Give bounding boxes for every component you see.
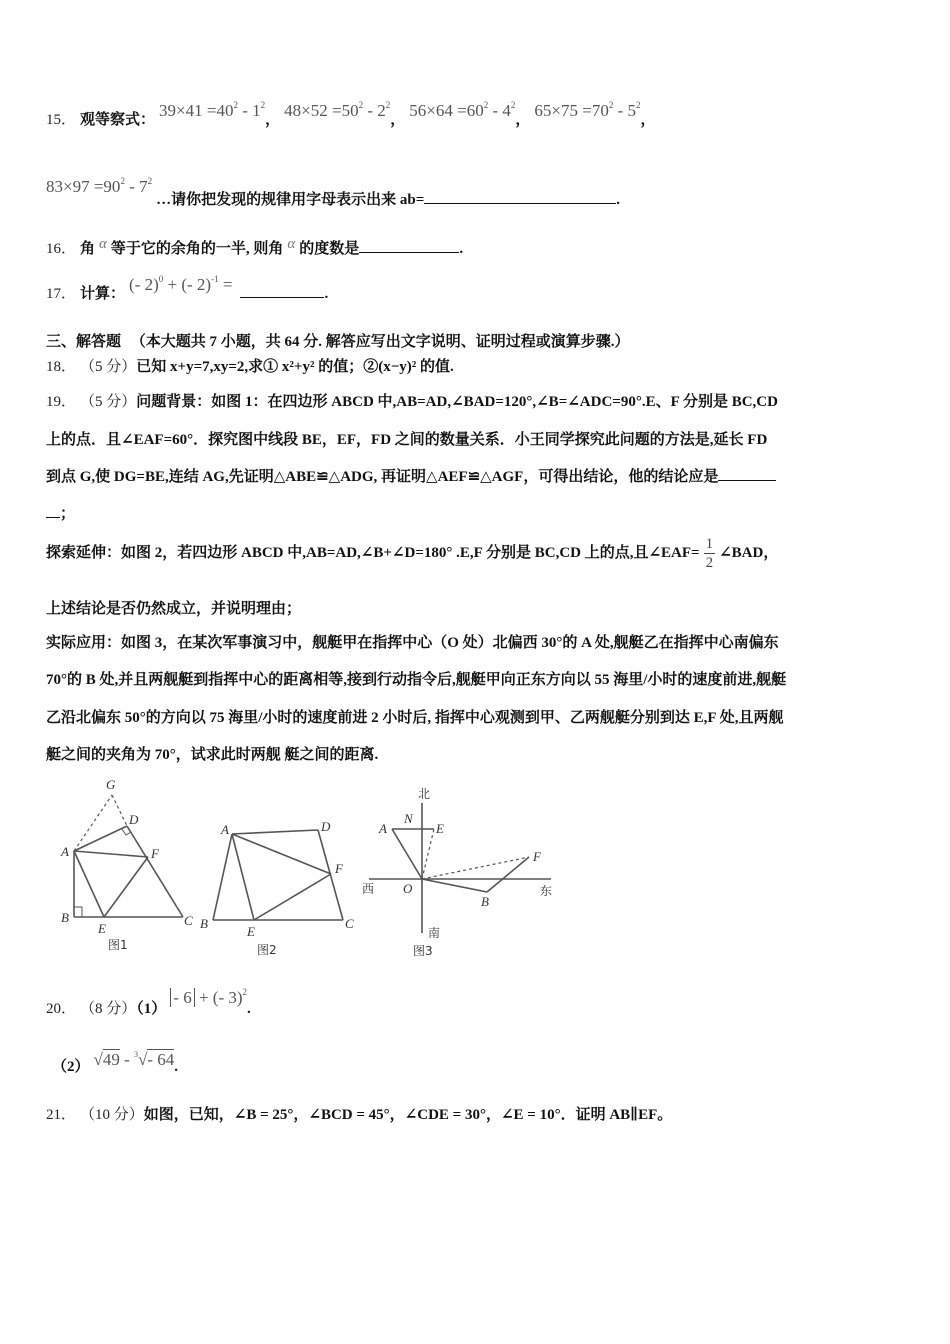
answer-blank-continued[interactable] — [46, 503, 60, 518]
label-D: D — [321, 819, 331, 834]
alpha-symbol: α — [99, 236, 107, 252]
question-19-line4: ； — [46, 502, 75, 523]
question-text: 如图，已知，∠B = 25°，∠BCD = 45°，∠CDE = 30°，∠E = 10°．证明 AB∥EF。 — [143, 1107, 673, 1123]
answer-blank[interactable] — [240, 283, 324, 298]
label-N: N — [404, 811, 413, 826]
figure-1 — [50, 775, 200, 960]
section-description: （本大题共 7 小题，共 64 分. 解答应写出文字说明、证明过程或演算步骤.） — [130, 334, 630, 350]
question-19-line7: 实际应用：如图 3，在某次军事演习中，舰艇甲在指挥中心（O 处）北偏西 30°的 A 处,舰艇乙在指挥中心南偏东 — [46, 635, 779, 651]
label-C: C — [184, 913, 193, 928]
label-E: E — [247, 924, 255, 939]
figure-caption: 图3 — [413, 944, 433, 958]
label-A: A — [221, 822, 229, 837]
question-text: 已知 x+y=7,xy=2,求① x²+y² 的值；②(x−y)² 的值. — [136, 359, 454, 375]
question-19-line3: 到点 G,使 DG=BE,连结 AG,先证明△ABE≌△ADG, 再证明△AEF≌△AGF，可得出结论，他的结论应是 — [46, 465, 776, 486]
question-number: 18． — [46, 359, 77, 375]
label-F: F — [335, 861, 343, 876]
question-score: （5 分） — [80, 394, 137, 410]
question-number: 19． — [46, 394, 77, 410]
question-19-line5: 探索延伸：如图 2，若四边形 ABCD 中,AB=AD,∠B+∠D=180° .E,F 分别是 BC,CD 上的点,且∠EAF= $\frac{1}{2}$ ∠BAD， — [46, 536, 779, 571]
expression-2: √49 - $^3$√- 64 — [93, 1050, 175, 1069]
question-score: （8 分） — [80, 1001, 137, 1017]
question-19-line10: 艇之间的夹角为 70°，试求此时两舰 艇之间的距离. — [46, 747, 379, 763]
fraction-one-half: $\frac{1}{2}$ — [705, 536, 714, 571]
question-19-line2: 上的点．且∠EAF=60°．探究图中线段 BE，EF，FD 之间的数量关系．小王同学探究此问题的方法是,延长 FD — [46, 432, 768, 448]
equation-3: $56\times 64 =60^2 - 4^2$ — [409, 100, 516, 120]
figure-caption: 图1 — [108, 938, 128, 952]
label-C: C — [345, 916, 354, 931]
section-title: 三、解答题 — [46, 334, 122, 350]
question-19-line8: 70°的 B 处,并且两舰艇到指挥中心的距离相等,接到行动指令后,舰艇甲向正东方向以 55 海里/小时的速度前进,舰艇 — [46, 672, 787, 688]
question-18 — [46, 355, 454, 376]
question-21 — [46, 1103, 672, 1124]
question-score: （10 分） — [80, 1107, 144, 1123]
expression-1: - 6 + (- 3)$^2$ — [170, 988, 247, 1007]
alpha-symbol: α — [287, 236, 296, 252]
question-label: 观等察式： — [80, 112, 156, 128]
label-B: B — [481, 894, 489, 909]
equation-1: $39\times 41 =40^2 - 1^2$ — [159, 100, 266, 120]
label-F: F — [533, 849, 541, 864]
question-15-line2: $83\times 97 =90^2 - 7^2$ …请你把发现的规律用字母表示出来 ab= . — [46, 176, 621, 208]
label-E: E — [436, 821, 444, 836]
label-west: 西 — [362, 882, 375, 896]
question-number: 15． — [46, 112, 77, 128]
question-20-part2: （2） √49 - $^3$√- 64. — [52, 1050, 179, 1075]
label-A: A — [61, 844, 69, 859]
label-B: B — [200, 916, 208, 931]
figure-3 — [355, 775, 570, 960]
question-number: 21． — [46, 1107, 77, 1123]
question-19-line1: 19． （5 分）问题背景：如图 1：在四边形 ABCD 中,AB=AD,∠BAD=120°,∠B=∠ADC=90°.E、F 分别是 BC,CD — [46, 394, 778, 410]
question-number: 20． — [46, 1001, 77, 1017]
answer-blank[interactable] — [359, 238, 459, 253]
answer-blank[interactable] — [718, 466, 776, 481]
figure-2 — [195, 810, 365, 960]
label-F: F — [151, 846, 159, 861]
equation-4: $65\times 75 =70^2 - 5^2$ — [534, 100, 641, 120]
label-E: E — [98, 921, 106, 936]
question-19-line9: 乙沿北偏东 50°的方向以 75 海里/小时的速度前进 2 小时后, 指挥中心观测到甲、乙两舰艇分别到达 E,F 处,且两舰 — [46, 710, 784, 726]
section-heading — [46, 330, 630, 351]
equation-5: $83\times 97 =90^2 - 7^2$ — [46, 176, 153, 196]
question-number: 16． — [46, 241, 77, 257]
figure-caption: 图2 — [257, 943, 277, 957]
answer-blank[interactable] — [424, 189, 616, 204]
question-15-line1: 15． 观等察式： $39\times 41 =40^2 - 1^2$， $48\times 52 =50^2 - 2^2$， $56\times 64 =60^2 - 4^2$， $65\times 75 =70^2 - 5^2$， — [46, 100, 656, 128]
label-east: 东 — [540, 884, 553, 898]
label-D: D — [129, 812, 139, 827]
equation-2: $48\times 52 =50^2 - 2^2$ — [284, 100, 391, 120]
question-number: 17． — [46, 286, 77, 302]
question-17: 17． 计算： (- 2)$^0$ + (- 2)$^{-1}$ = . — [46, 274, 329, 302]
label-A: A — [379, 821, 387, 836]
question-prompt: …请你把发现的规律用字母表示出来 ab= — [156, 192, 425, 208]
label-south: 南 — [428, 926, 441, 940]
question-19-line6: 上述结论是否仍然成立，并说明理由； — [46, 601, 302, 617]
label-O: O — [403, 881, 413, 896]
label-B: B — [61, 910, 69, 925]
question-score: （5 分） — [80, 359, 137, 375]
question-20-part1: 20． （8 分）（1） - 6 + (- 3)$^2$. — [46, 987, 251, 1017]
question-16: 16． 角 α 等于它的余角的一半, 则角 α 的度数是 . — [46, 236, 464, 257]
expression: (- 2)$^0$ + (- 2)$^{-1}$ = — [129, 274, 233, 294]
label-north: 北 — [418, 787, 431, 801]
label-G: G — [106, 777, 116, 792]
